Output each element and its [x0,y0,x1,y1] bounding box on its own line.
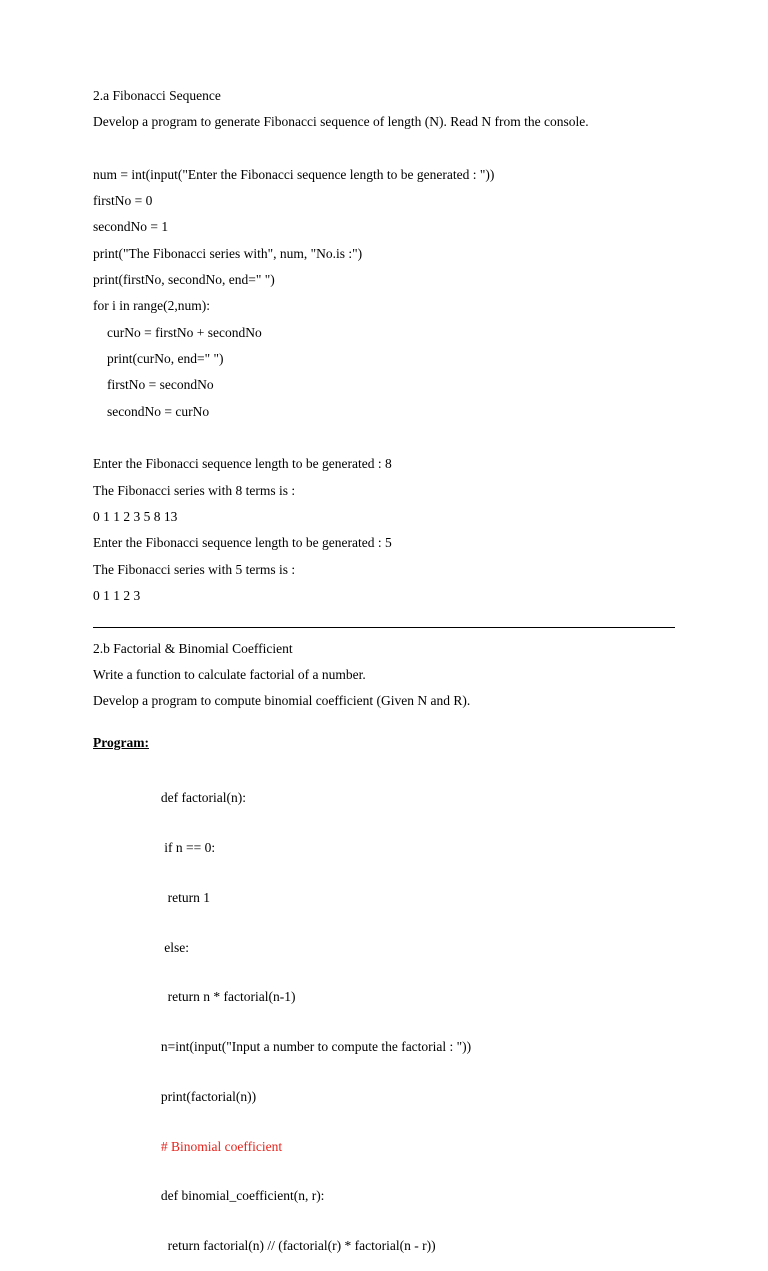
code-line: def binomial_coefficient(n, r): [144,1188,325,1204]
code-line: secondNo = 1 [93,219,169,234]
code-line: return 1 [144,889,210,905]
code-line: print(factorial(n)) [144,1088,257,1104]
code-line: n=int(input("Input a number to compute the factorial : ")) [144,1039,472,1055]
code-line: print(curNo, end=" ") [107,351,224,366]
code-line: num = int(input("Enter the Fibonacci sequence length to be generated : ")) [93,167,495,182]
code-line: for i in range(2,num): [93,298,210,313]
output-line: Enter the Fibonacci sequence length to be generated : 8 [93,456,392,471]
section-a-title: 2.a Fibonacci Sequence [93,88,221,103]
section-a-description: Develop a program to generate Fibonacci sequence of length (N). Read N from the console. [93,114,589,129]
code-line: firstNo = secondNo [107,377,214,392]
section-b-description-2: Develop a program to compute binomial coefficient (Given N and R). [93,693,471,708]
code-line: curNo = firstNo + secondNo [107,325,262,340]
code-line: firstNo = 0 [93,193,153,208]
code-comment: # Binomial coefficient [144,1138,283,1154]
output-line: 0 1 1 2 3 [93,588,141,603]
section-b-description-1: Write a function to calculate factorial of a number. [93,667,366,682]
code-line: print(firstNo, secondNo, end=" ") [93,272,275,287]
code-line: return factorial(n) // (factorial(r) * factorial(n - r)) [144,1238,436,1254]
output-line: The Fibonacci series with 5 terms is : [93,562,296,577]
section-b-title: 2.b Factorial & Binomial Coefficient [93,641,293,656]
code-line: if n == 0: [144,839,216,855]
code-line: else: [144,939,189,955]
program-label: Program: [93,735,149,750]
code-line: def factorial(n): [144,790,246,806]
code-line: return n * factorial(n-1) [144,989,296,1005]
code-line: secondNo = curNo [107,404,210,419]
output-line: Enter the Fibonacci sequence length to be generated : 5 [93,535,392,550]
program-code-block [144,757,471,1271]
output-line: 0 1 1 2 3 5 8 13 [93,509,178,524]
section-divider [93,627,675,628]
output-line: The Fibonacci series with 8 terms is : [93,483,296,498]
code-line: print("The Fibonacci series with", num, "No.is :") [93,246,363,261]
